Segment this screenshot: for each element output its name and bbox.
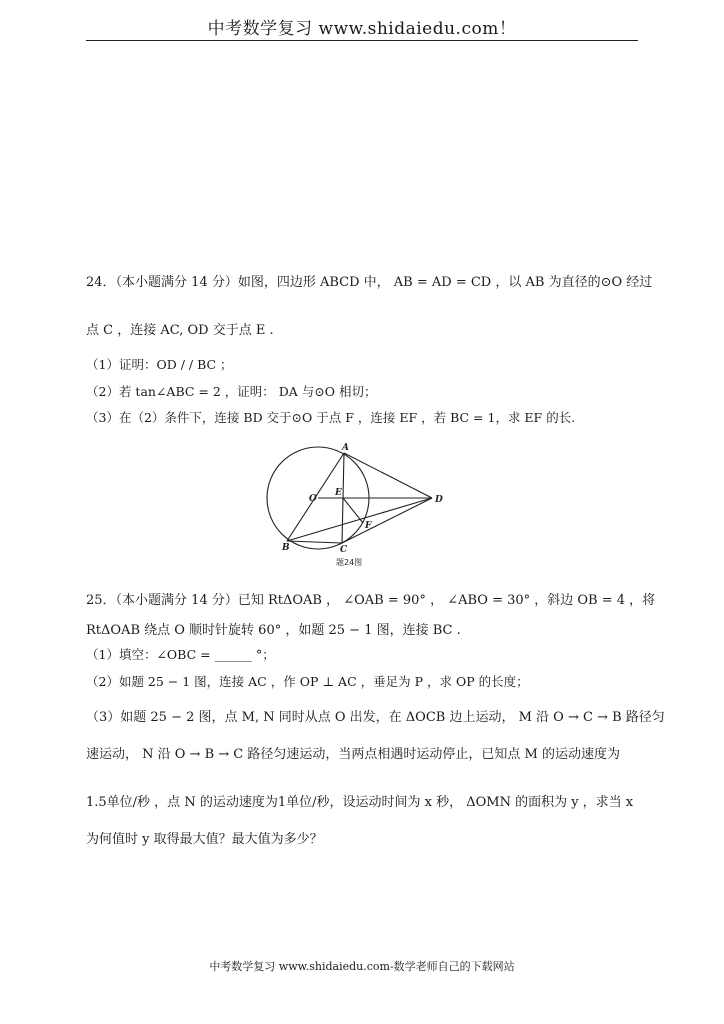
problem-24-part-3: （3）在（2）条件下，连接 BD 交于⊙O 于点 F ，连接 EF ，若 BC = 1，求 EF 的长. [86, 410, 576, 425]
problem-25-part-3-line-1: （3）如题 25 − 2 图，点 M, N 同时从点 O 出发，在 ΔOCB 边上运动， M 沿 O → C → B 路径匀 [86, 710, 665, 725]
label-o: O [309, 494, 317, 504]
problem-24-line-1: 24．（本小题满分 14 分）如图，四边形 ABCD 中， AB = AD = CD ，以 AB 为直径的⊙O 经过 [86, 275, 653, 290]
figure-24-diagram [262, 440, 452, 570]
page-header-title: 中考数学复习 www.shidaiedu.com！ [207, 19, 517, 39]
label-a: A [342, 443, 349, 453]
problem-25-line-2: RtΔOAB 绕点 O 顺时针旋转 60° ，如题 25 − 1 图，连接 BC . [86, 623, 461, 638]
label-e: E [335, 488, 342, 498]
label-b: B [282, 543, 290, 553]
label-f: F [365, 521, 372, 531]
segment-ef [343, 498, 363, 523]
problem-24-line-2: 点 C ，连接 AC, OD 交于点 E . [86, 323, 274, 338]
problem-24-part-1: （1）证明：OD / / BC ； [86, 357, 233, 372]
header-divider [86, 40, 638, 41]
problem-25-line-1: 25．（本小题满分 14 分）已知 RtΔOAB ， ∠OAB = 90° ， ∠ABO = 30° ，斜边 OB = 4 ，将 [86, 593, 656, 608]
segment-ad [344, 453, 432, 498]
problem-25-part-3-line-3: 1.5单位/秒 ，点 N 的运动速度为1单位/秒，设运动时间为 x 秒， ΔOMN 的面积为 y ，求当 x [86, 795, 634, 810]
problem-25-part-2: （2）如题 25 − 1 图，连接 AC ，作 OP ⊥ AC ，垂足为 P ，求 OP 的长度； [86, 674, 529, 689]
problem-25-part-3-line-2: 速运动， N 沿 O → B → C 路径匀速运动，当两点相遇时运动停止，已知点 M 的运动速度为 [86, 747, 620, 762]
page-footer: 中考数学复习 www.shidaiedu.com-数学老师自己的下载网站 [209, 960, 515, 973]
figure-24 [262, 440, 452, 570]
figure-24-caption: 题24图 [336, 558, 363, 567]
problem-25-part-1: （1）填空：∠OBC = ______ °； [86, 647, 275, 662]
label-c: C [340, 545, 348, 555]
segment-bc [287, 541, 342, 543]
problem-25-part-3-line-4: 为何值时 y 取得最大值？最大值为多少？ [86, 832, 323, 847]
problem-24-part-2: （2）若 tan∠ABC = 2 ，证明： DA 与⊙O 相切； [86, 384, 377, 399]
label-d: D [435, 495, 443, 505]
